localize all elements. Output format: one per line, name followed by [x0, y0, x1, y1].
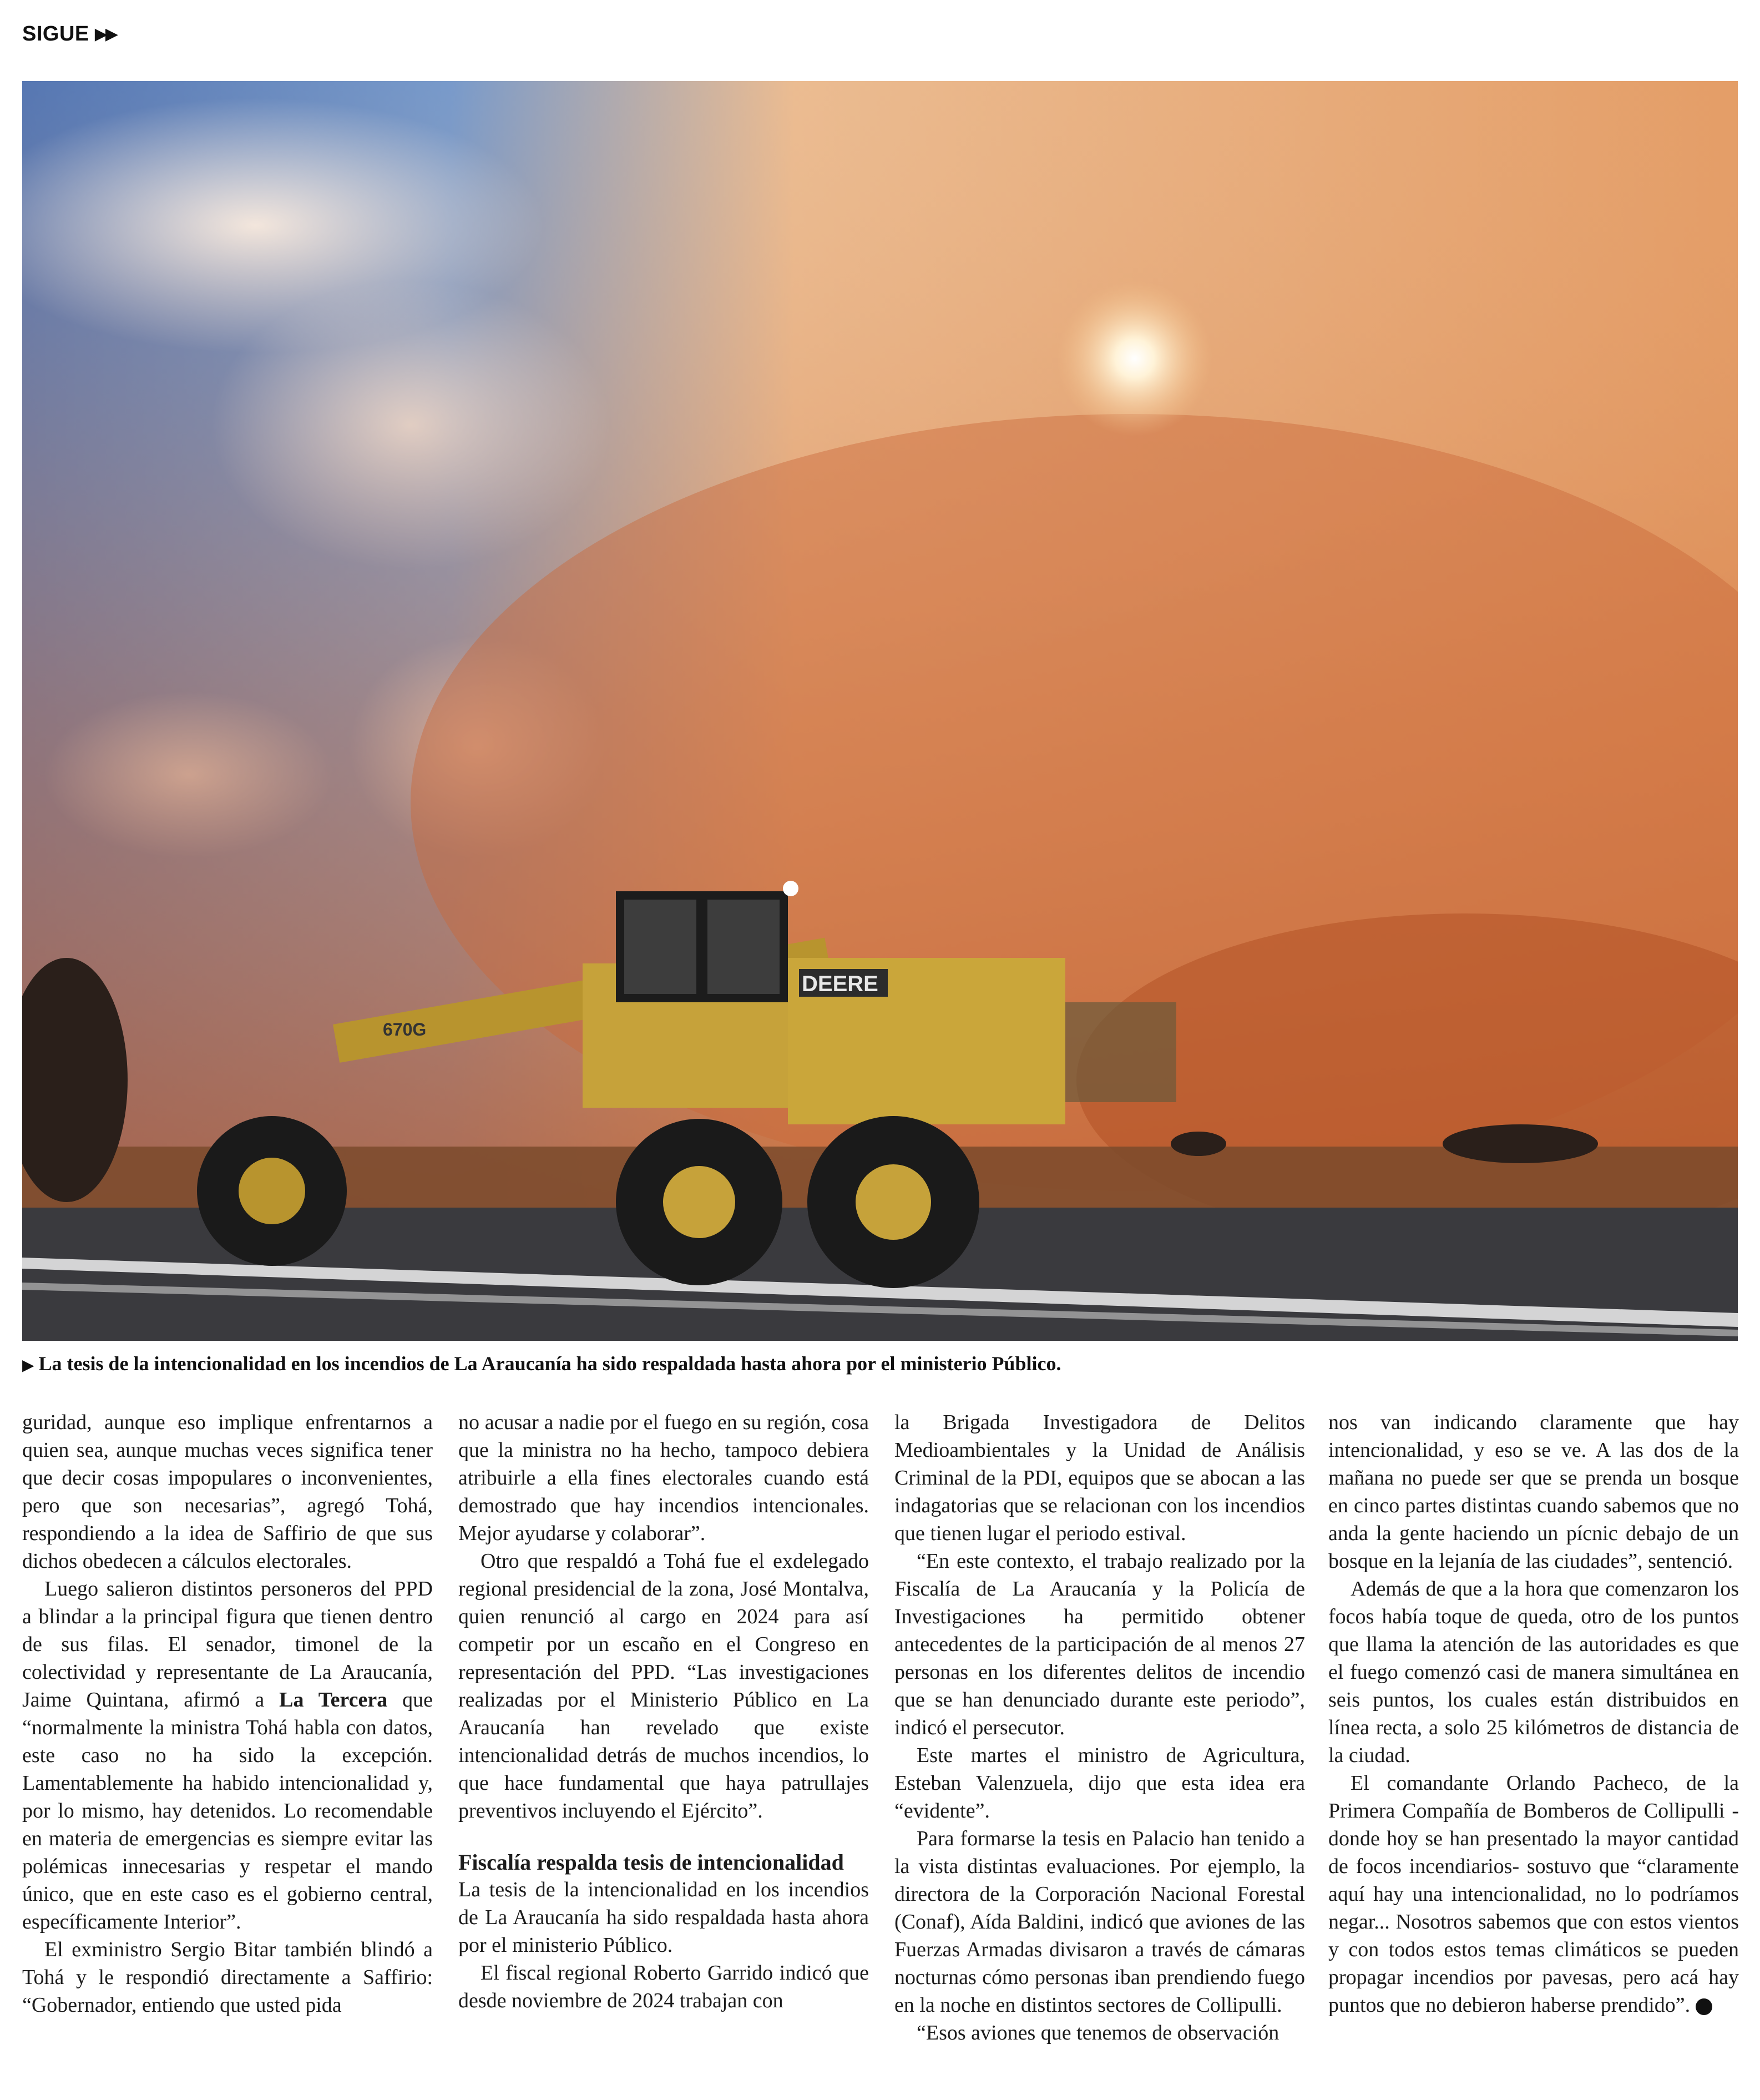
article-column-2: [458, 1409, 869, 2015]
paragraph-text: El comandante Orlando Pacheco, de la Primera Compañía de Bomberos de Collipulli -donde hoy se han presentado la mayor cantidad de focos incendiarios- sostuvo que “claramente aquí hay una intencionalidad, no lo podríamos negar... Nosotros sabemos que con estos vientos y con todos estos temas climáticos se pueden propagar incendios por pavesas, pero acá hay puntos que no debieron haberse prendido”.: [1328, 1771, 1739, 2017]
model-number-text: 670G: [383, 1019, 427, 1039]
double-arrow-icon: ▶▶: [94, 25, 116, 43]
paragraph: Otro que respaldó a Tohá fue el exdelegado regional presidencial de la zona, José Montalva, quien renunció al cargo en 2024 para así competir por un escaño en el Congreso en representación del PPD. “Las investigaciones realizadas por el Ministerio Público en La Araucanía han revelado que existe intencionalidad detrás de muchos incendios, lo que hace fundamental que haya patrullajes preventivos incluyendo el Ejército”.: [458, 1549, 869, 1823]
paragraph: no acusar a nadie por el fuego en su región, cosa que la ministra no ha hecho, tampoco debiera atribuirle a ella fines electorales cuando está demostrado que hay incendios intencionales. Mejor ayudarse y colaborar”.: [458, 1411, 869, 1545]
paragraph: Además de que a la hora que comenzaron los focos había toque de queda, otro de los puntos que llama la atención de las autoridades es que el fuego comenzó casi de manera simultánea en seis puntos, los cuales están distribuidos en línea recta, a solo 25 kilómetros de distancia de la ciudad.: [1328, 1577, 1739, 1767]
publication-name: La Tercera: [279, 1688, 388, 1712]
deere-logo-text: DEERE: [802, 972, 878, 996]
paragraph: Para formarse la tesis en Palacio han tenido a la vista distintas evaluaciones. Por ejemplo, la directora de la Corporación Nacional Forestal (Conaf), Aída Baldini, indicó que aviones de las Fuerzas Armadas divisaron a través de cámaras nocturnas cómo personas iban prendiendo fuego en la noche en distintos sectores de Collipulli.: [894, 1827, 1305, 2017]
paragraph: [22, 1575, 433, 1936]
sigue-text: SIGUE: [22, 22, 89, 46]
paragraph: Este martes el ministro de Agricultura, Esteban Valenzuela, dijo que esta idea era “evidente”.: [894, 1744, 1305, 1823]
paragraph: [1328, 1769, 1739, 2019]
paragraph: guridad, aunque eso implique enfrentarnos a quien sea, aunque muchas veces significa tener que decir cosas impopulares o inconvenientes, pero que son necesarias”, agregó Tohá, respondiendo a la idea de Saffirio de que sus dichos obedecen a cálculos electorales.: [22, 1411, 433, 1573]
wildfire-grader-photo: [22, 81, 1738, 1341]
paragraph: “En este contexto, el trabajo realizado por la Fiscalía de La Araucanía y la Policía de Investigaciones ha permitido obtener antecedentes de la participación de al menos 27 personas en los diferentes delitos de incendio que se han denunciado durante este periodo”, indicó el persecutor.: [894, 1549, 1305, 1739]
main-photo: [22, 81, 1738, 1341]
article-column-1: [22, 1409, 433, 2019]
paragraph: El exministro Sergio Bitar también blindó a Tohá y le respondió directamente a Saffirio: “Gobernador, entiendo que usted pida: [22, 1938, 433, 2017]
caption-text: La tesis de la intencionalidad en los incendios de La Araucanía ha sido respaldada hasta ahora por el ministerio Público.: [38, 1352, 1061, 1375]
paragraph-text: que “normalmente la ministra Tohá habla con datos, este caso no ha sido la excepción. Lamentablemente ha habido intencionalidad y, por lo mismo, hay detenidos. Lo recomendable en materia de emergencias es siempre evitar las polémicas innecesarias y respetar el mando único, que en este caso es el gobierno central, específicamente Interior”.: [22, 1688, 433, 1934]
paragraph: nos van indicando claramente que hay intencionalidad, y eso se ve. A las dos de la mañana no puede ser que se prenda un bosque en cinco partes distintas cuando sabemos que no anda la gente haciendo un pícnic debajo de un bosque en la lejanía de las ciudades”, sentenció.: [1328, 1411, 1739, 1573]
article-column-4: [1328, 1409, 1739, 2019]
article-column-3: [894, 1409, 1305, 2047]
subheading: Fiscalía respalda tesis de intencionalidad: [458, 1850, 844, 1875]
paragraph-text: Luego salieron distintos personeros del PPD a blindar a la principal figura que tienen dentro de sus filas. El senador, timonel de la colectividad y representante de La Araucanía, Jaime Quintana, afirmó a: [22, 1577, 433, 1712]
paragraph: la Brigada Investigadora de Delitos Medioambientales y la Unidad de Análisis Criminal de la PDI, equipos que se abocan a las indagatorias que se relacionan con los incendios que tienen lugar el periodo estival.: [894, 1411, 1305, 1545]
paragraph: El fiscal regional Roberto Garrido indicó que desde noviembre de 2024 trabajan con: [458, 1961, 869, 2012]
photo-caption: [22, 1352, 1738, 1375]
end-of-article-icon: [1696, 1998, 1712, 2015]
paragraph: “Esos aviones que tenemos de observación: [917, 2021, 1279, 2045]
caption-triangle-icon: ▶: [22, 1356, 34, 1374]
paragraph: La tesis de la intencionalidad en los incendios de La Araucanía ha sido respaldada hasta ahora por el ministerio Público.: [458, 1878, 869, 1957]
sigue-label: [22, 22, 116, 46]
